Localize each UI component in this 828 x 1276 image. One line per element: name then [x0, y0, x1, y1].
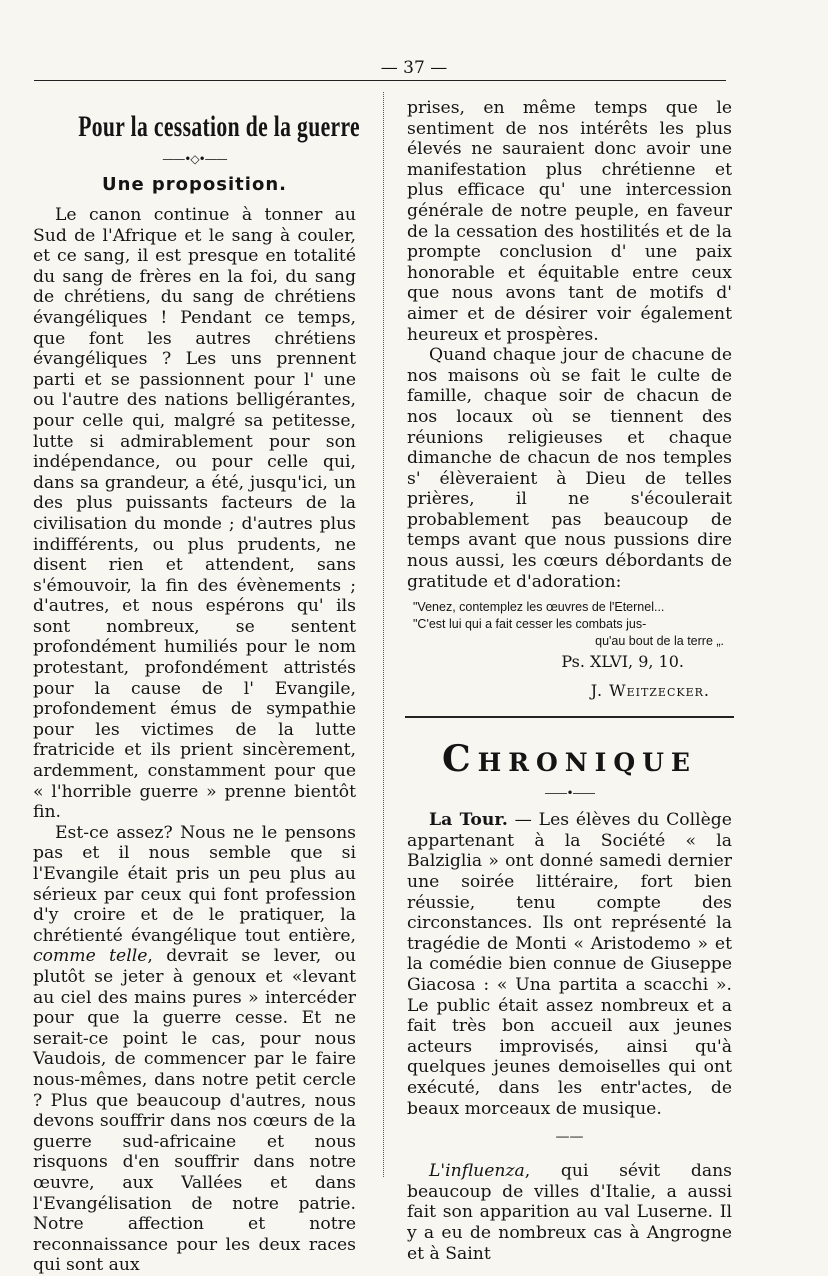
column-divider: [383, 92, 384, 1177]
quote-line-1: "Venez, contemplez les œuvres de l'Eternel...: [413, 600, 665, 615]
section-title: Chronique: [441, 738, 697, 781]
article-title: Pour la cessation de la guerre: [78, 110, 360, 143]
right-column: [407, 98, 732, 1264]
article-paragraph-3: Quand chaque jour de chacune de nos maisons où se fait le culte de famille, chaque soir de chacun de nos locaux où se tiennent des réunions religieuses et chaque dimanche de chacun de nos temples s' élèveraient à Dieu de telles prières, il ne s'écoulerait probablement pas beaucoup de temps avant que nous pussions dire nous aussi, les cœurs débordants de gratitude et d'adoration:: [407, 345, 732, 592]
article-paragraph-2: Est-ce assez? Nous ne le pensons pas et il nous semble que si l'Evangile était pris un peu plus au sérieux par ceux qui font profession d'y croire et de le pratiquer, la chrétienté évangélique tout entière, comme telle, devrait se lever, ou plutôt se jeter à genoux et «levant au ciel des mains pures » intercéder pour que la guerre cesse. Et ne serait-ce point le cas, pour nous Vaudois, de commencer par le faire nous-mêmes, dans notre petit cercle ? Plus que beaucoup d'autres, nous devons souffrir dans nos cœurs de la guerre sud-africaine et nous risquons d'en souffrir dans notre œuvre, aux Vallées et dans l'Evangélisation de notre patrie. Notre affection et notre reconnaissance pour les deux races qui sont aux: [33, 822, 356, 1276]
title-ornament: ——•◇•——: [162, 152, 227, 166]
emphasis-text: comme telle: [33, 946, 148, 967]
quote-line-3: qu'au bout de la terre „.: [595, 634, 724, 649]
article-subtitle: Une proposition.: [102, 174, 287, 195]
section-rule: [405, 716, 734, 718]
scripture-quote: [407, 599, 732, 650]
chronique-paragraph-1: La Tour. — Les élèves du Collège appartenant à la Société « la Balziglia » ont donné samedi dernier une soirée littéraire, fort bien réussie, tenu compte des circonstances. Ils ont représenté la tragédie de Monti « Aristodemo » et la comédie bien connue de Giuseppe Giacosa : « Una partita a scacchi ». Le public était assez nombreux et a fait très bon accueil aux jeunes acteurs improvisés, ainsi qu'à quelques jeunes demoiselles qui ont exécuté, dans les entr'actes, de beaux morceaux de musique.: [407, 810, 732, 1119]
chronique-paragraph-2: L'influenza, qui sévit dans beaucoup de villes d'Italie, a aussi fait son apparition au val Luserne. Il y a eu de nombreux cas à Angrogne et à Saint: [407, 1161, 732, 1264]
article-signature: J. Weitzecker.: [590, 681, 710, 701]
quote-line-2: "C'est lui qui a fait cesser les combats jus-: [413, 617, 647, 632]
header-rule: [34, 80, 726, 81]
article-paragraph-1: Le canon continue à tonner au Sud de l'Afrique et le sang à couler, et ce sang, il est presque en totalité du sang de frères en la foi, du sang de chrétiens, du sang de chrétiens évangéliques ! Pendant ce temps, que font les autres chrétiens évangéliques ? Les uns prennent parti et se passionnent pour l' une ou l'autre des nations belligérantes, pour celle qui, malgré sa petitesse, lutte si admirablement pour son indépendance, ou pour celle qui, dans sa grandeur, a été, jusqu'ici, un des plus puissants facteurs de la civilisation du monde ; d'autres plus indifférents, ou plus prudents, ne disent rien et attendent, sans s'émouvoir, la fin des évènements ; d'autres, et nous espérons qu' ils sont nombreux, se sentent profondément humiliés pour le nom protestant, profondément attristés pour la cause de l' Evangile, profondement émus de sympathie pour les victimes de la lutte fratricide et ils prient sincèrement, ardemment, constamment pour que « l'horrible guerre » prenne bientôt fin.: [33, 205, 356, 823]
section-ornament: ——•——: [544, 786, 595, 801]
page-number: — 37 —: [380, 58, 448, 78]
place-heading: La Tour.: [429, 810, 508, 831]
topic-heading: L'influenza: [429, 1161, 525, 1182]
article-paragraph-2-continued: prises, en même temps que le sentiment de nos intérêts les plus élevés ne sauraient donc avoir une manifestation plus chrétienne et plus efficace qu' une intercession générale de notre peuple, en faveur de la cessation des hostilités et de la prompte conclusion d' une paix honorable et équitable entre ceux que nous avons tant de motifs d' aimer et de désirer voir également heureux et prospères.: [407, 98, 732, 345]
scripture-citation: Ps. XLVI, 9, 10.: [561, 652, 684, 672]
left-column: [33, 98, 360, 1276]
item-separator: ——: [555, 1129, 584, 1146]
